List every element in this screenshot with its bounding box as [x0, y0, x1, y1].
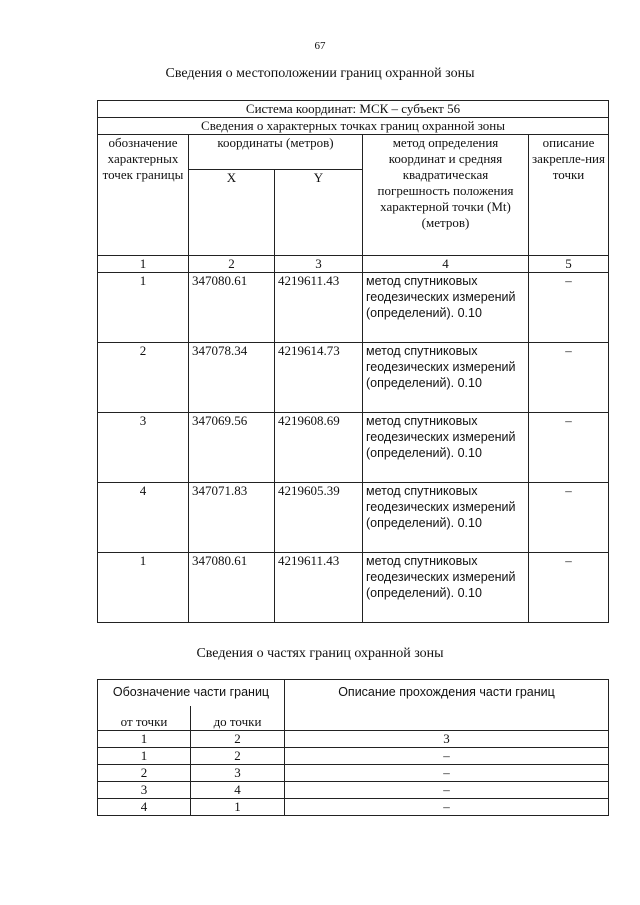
table-row	[98, 782, 609, 799]
method-text: метод спутниковых геодезических измерений (определений). 0.10	[363, 413, 529, 483]
column-number: 2	[191, 731, 285, 748]
point-description: –	[529, 553, 609, 623]
section-title-locations: Сведения о местоположении границ охранной зоны	[165, 66, 475, 81]
point-id: 4	[98, 483, 189, 553]
table-row	[98, 799, 609, 816]
from-point: 1	[98, 748, 191, 765]
table-row	[98, 483, 609, 553]
col-desc-header: описание закрепле-ния точки	[529, 135, 609, 256]
column-number-row	[98, 256, 609, 273]
col-part-header: Обозначение части границ	[98, 680, 285, 707]
column-number: 2	[189, 256, 275, 273]
table-row	[98, 765, 609, 782]
y-value: 4219611.43	[275, 273, 363, 343]
point-description: –	[529, 483, 609, 553]
method-text: метод спутниковых геодезических измерений (определений). 0.10	[363, 553, 529, 623]
column-number: 1	[98, 731, 191, 748]
x-value: 347080.61	[189, 553, 275, 623]
part-description: –	[285, 782, 609, 799]
col-to-header: до точки	[191, 706, 285, 731]
table-row	[98, 273, 609, 343]
method-text: метод спутниковых геодезических измерений (определений). 0.10	[363, 483, 529, 553]
column-number: 3	[285, 731, 609, 748]
point-description: –	[529, 413, 609, 483]
y-value: 4219608.69	[275, 413, 363, 483]
y-value: 4219605.39	[275, 483, 363, 553]
to-point: 4	[191, 782, 285, 799]
boundary-parts-table	[97, 679, 609, 816]
col-y-header: Y	[275, 170, 363, 256]
from-point: 3	[98, 782, 191, 799]
column-number: 4	[363, 256, 529, 273]
column-number-row	[98, 731, 609, 748]
col-point-header: обозначение характерных точек границы	[98, 135, 189, 256]
to-point: 2	[191, 748, 285, 765]
col-part-desc-header: Описание прохождения части границ	[285, 680, 609, 731]
to-point: 1	[191, 799, 285, 816]
section-title-parts: Сведения о частях границ охранной зоны	[196, 646, 444, 661]
part-description: –	[285, 765, 609, 782]
from-point: 4	[98, 799, 191, 816]
points-subheader: Сведения о характерных точках границ охранной зоны	[98, 118, 609, 135]
part-description: –	[285, 799, 609, 816]
column-number: 5	[529, 256, 609, 273]
x-value: 347071.83	[189, 483, 275, 553]
table-row	[98, 343, 609, 413]
col-x-header: X	[189, 170, 275, 256]
method-text: метод спутниковых геодезических измерений (определений). 0.10	[363, 273, 529, 343]
coord-system-header: Система координат: МСК – субъект 56	[98, 101, 609, 118]
table-row	[98, 553, 609, 623]
x-value: 347078.34	[189, 343, 275, 413]
y-value: 4219611.43	[275, 553, 363, 623]
table-row	[98, 748, 609, 765]
to-point: 3	[191, 765, 285, 782]
column-number: 3	[275, 256, 363, 273]
point-id: 3	[98, 413, 189, 483]
point-id: 1	[98, 273, 189, 343]
point-description: –	[529, 273, 609, 343]
col-coords-header: координаты (метров)	[189, 135, 363, 170]
point-description: –	[529, 343, 609, 413]
x-value: 347069.56	[189, 413, 275, 483]
column-number: 1	[98, 256, 189, 273]
part-description: –	[285, 748, 609, 765]
method-text: метод спутниковых геодезических измерений (определений). 0.10	[363, 343, 529, 413]
y-value: 4219614.73	[275, 343, 363, 413]
table-row	[98, 413, 609, 483]
from-point: 2	[98, 765, 191, 782]
page-number: 67	[314, 40, 326, 52]
point-id: 1	[98, 553, 189, 623]
col-from-header: от точки	[98, 706, 191, 731]
col-method-header: метод определения координат и средняя квадратическая погрешность положения характерной точки (Mt) (метров)	[363, 135, 529, 256]
point-id: 2	[98, 343, 189, 413]
x-value: 347080.61	[189, 273, 275, 343]
characteristic-points-table	[97, 100, 609, 623]
